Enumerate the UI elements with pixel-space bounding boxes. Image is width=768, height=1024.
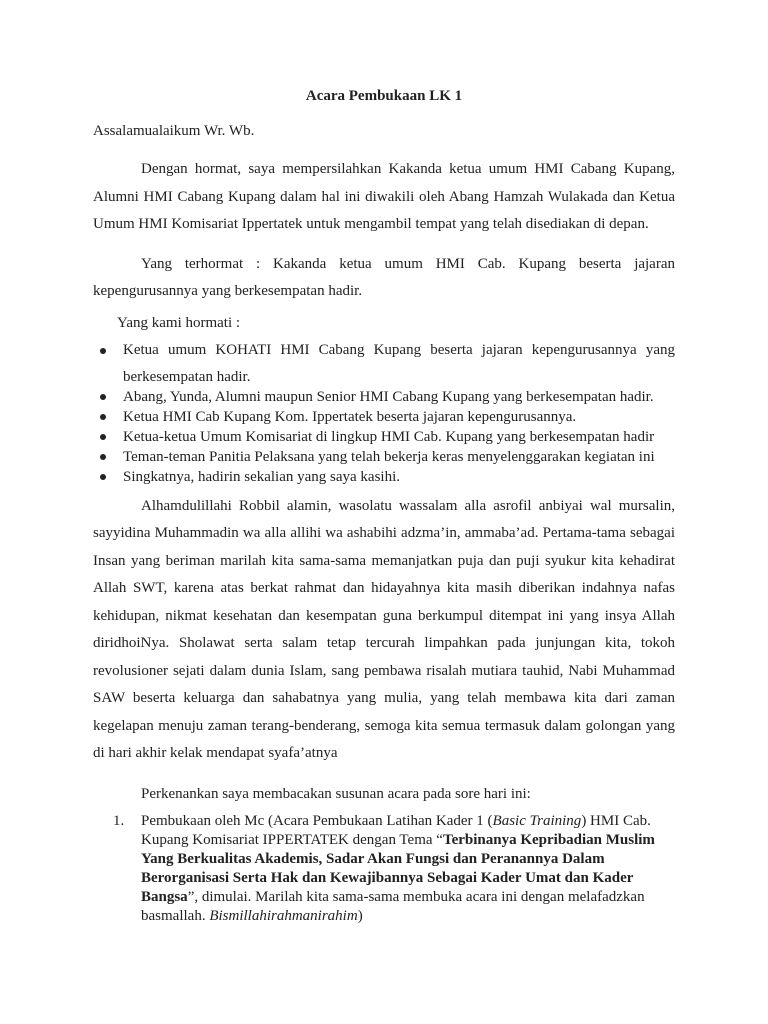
- bullet-icon: [100, 414, 106, 420]
- theme-text: Terbinanya Kepribadian Muslim Yang Berkualitas Akademis, Sadar Akan Fungsi dan Peranannya Dalam Berorganisasi Serta Hak dan Kewajibannya Sebagai Kader Umat dan Kader Bangsa: [141, 831, 655, 905]
- bullet-icon: [100, 434, 106, 440]
- greeting: Assalamualaikum Wr. Wb.: [93, 123, 255, 139]
- respected-list: [93, 337, 675, 487]
- agenda-list: [93, 812, 675, 926]
- paragraph-2: Yang terhormat : Kakanda ketua umum HMI Cab. Kupang beserta jajaran kepengurusannya yang berkesempatan hadir.: [93, 255, 675, 299]
- agenda-number: 1.: [113, 812, 125, 829]
- list-item: Teman-teman Panitia Pelaksana yang telah bekerja keras menyelenggarakan kegiatan ini: [93, 447, 675, 467]
- document-title: Acara Pembukaan LK 1: [305, 88, 463, 104]
- paragraph-4: Perkenankan saya membacakan susunan acara pada sore hari ini:: [141, 785, 531, 802]
- list-item: Ketua umum KOHATI HMI Cabang Kupang beserta jajaran kepengurusannya yang berkesempatan hadir.: [93, 337, 675, 391]
- list-item: Ketua-ketua Umum Komisariat di lingkup HMI Cab. Kupang yang berkesempatan hadir: [93, 427, 675, 447]
- list-item: Abang, Yunda, Alumni maupun Senior HMI Cabang Kupang yang berkesempatan hadir.: [93, 387, 675, 407]
- italic-text: Basic Training: [492, 812, 582, 829]
- bullet-icon: [100, 348, 106, 354]
- bullet-icon: [100, 454, 106, 460]
- bullet-icon: [100, 474, 106, 480]
- agenda-item: 1. Pembukaan oleh Mc (Acara Pembukaan Latihan Kader 1 (Basic Training) HMI Cab. Kupang Komisariat IPPERTATEK dengan Tema “Terbinanya Kepribadian Muslim Yang Berkualitas Akademis, Sadar Akan Fungsi dan Peranannya Dalam Berorganisasi Serta Hak dan Kewajibannya Sebagai Kader Umat dan Kader Bangsa”, dimulai. Marilah kita sama-sama membuka acara ini dengan melafadzkan basmallah. Bismillahirahmanirahim): [113, 812, 655, 924]
- list-item: Ketua HMI Cab Kupang Kom. Ippertatek beserta jajaran kepengurusannya.: [93, 407, 675, 427]
- list-item: Singkatnya, hadirin sekalian yang saya kasihi.: [93, 467, 675, 487]
- document-page: [93, 88, 675, 926]
- paragraph-1: Dengan hormat, saya mempersilahkan Kakanda ketua umum HMI Cabang Kupang, Alumni HMI Cabang Kupang dalam hal ini diwakili oleh Abang Hamzah Wulakada dan Ketua Umum HMI Komisariat Ippertatek untuk mengambil tempat yang telah disediakan di depan.: [93, 161, 675, 232]
- basmallah-text: Bismillahirahmanirahim: [209, 907, 358, 924]
- respected-label: Yang kami hormati :: [117, 314, 241, 331]
- paragraph-3: Alhamdulillahi Robbil alamin, wasolatu wassalam alla asrofil anbiyai wal mursalin, sayyidina Muhammadin wa alla allihi wa ashabihi adzma’in, ammaba’ad. Pertama-tama sebagai Insan yang beriman marilah kita sama-sama memanjatkan puja dan puji syukur kita kehadirat Allah SWT, karena atas berkat rahmat dan hidayahnya kita masih diberikan indahnya nafas kehidupan, nikmat kesehatan dan kesempatan guna berkumpul ditempat ini yang insya Allah diridhoiNya. Sholawat serta salam tetap tercurah limpahkan pada junjungan kita, tokoh revolusioner sejati dalam dunia Islam, sang pembawa risalah mutiara tauhid, Nabi Muhammad SAW beserta keluarga dan sahabatnya yang mulia, yang telah membawa kita dari zaman kegelapan menuju zaman terang-benderang, semoga kita semua termasuk dalam golongan yang di hari akhir kelak mendapat syafa’atnya: [93, 497, 675, 761]
- bullet-icon: [100, 394, 106, 400]
